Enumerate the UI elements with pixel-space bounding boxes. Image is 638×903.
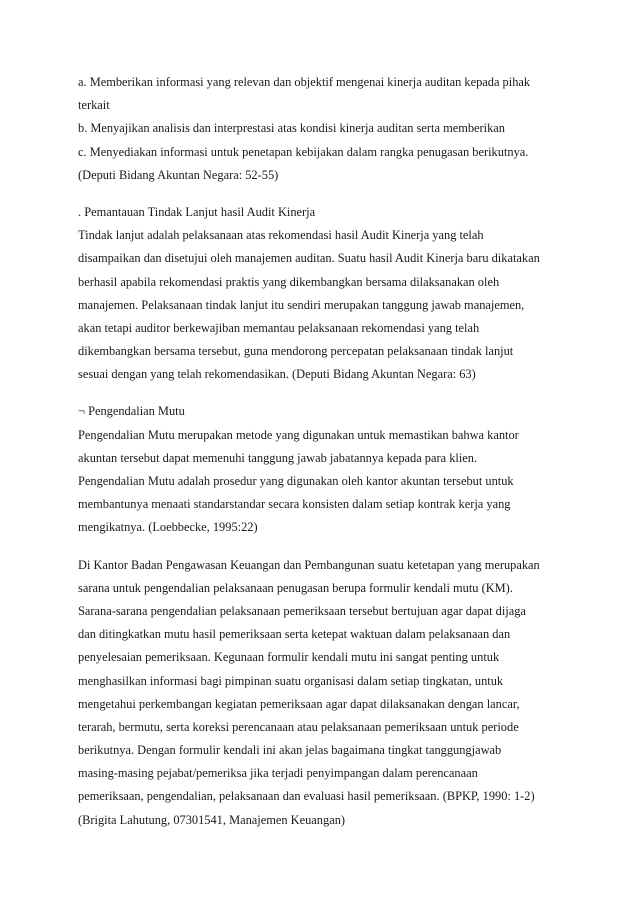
- text-line: Pengendalian Mutu adalah prosedur yang digunakan oleh kantor akuntan tersebut untuk: [78, 474, 514, 488]
- text-line: c. Menyediakan informasi untuk penetapan kebijakan dalam rangka penugasan berikutnya.: [78, 144, 529, 159]
- text-line: berhasil apabila rekomendasi praktis yang dikembangkan bersama dilaksanakan oleh: [78, 274, 500, 289]
- text-line: dan ditingkatkan mutu hasil pemeriksaan serta ketepat waktuan dalam pelaksanaan dan: [78, 627, 511, 642]
- text-line: penyelesaian pemeriksaan. Kegunaan formulir kendali mutu ini sangat penting untuk: [78, 650, 500, 665]
- text-line: b. Menyajikan analisis dan interprestasi atas kondisi kinerja auditan serta memberikan: [78, 121, 506, 136]
- text-line: terarah, bermutu, serta koreksi perencanaan atau pelaksanaan pemeriksaan untuk periode: [78, 719, 519, 734]
- text-line: disampaikan dan disetujui oleh manajemen auditan. Suatu hasil Audit Kinerja baru dikatakan: [78, 251, 540, 266]
- text-line: akan tetapi auditor berkewajiban memantau pelaksanaan rekomendasi yang telah: [78, 320, 480, 335]
- text-line: Di Kantor Badan Pengawasan Keuangan dan Pembangunan suatu ketetapan yang merupakan: [78, 557, 540, 572]
- text-line: pemeriksaan, pengendalian, pelaksanaan dan evaluasi hasil pemeriksaan. (BPKP, 1990: 1-2): [78, 789, 535, 804]
- text-line: a. Memberikan informasi yang relevan dan objektif mengenai kinerja auditan kepada pihak: [78, 75, 531, 89]
- quality-control-paragraph: [78, 400, 568, 539]
- text-line: manajemen. Pelaksanaan tindak lanjut itu sendiri merupakan tanggung jawab manajemen,: [78, 297, 525, 312]
- text-line: akuntan tersebut dapat memenuhi tanggung jawab jabatannya kepada para klien.: [78, 450, 478, 465]
- text-line: Sarana-sarana pengendalian pelaksanaan pemeriksaan tersebut bertujuan agar dapat dijaga: [78, 603, 526, 618]
- follow-up-monitoring-paragraph: [78, 201, 568, 387]
- text-line: (Deputi Bidang Akuntan Negara: 52-55): [78, 167, 279, 182]
- citation-line: (Brigita Lahutung, 07301541, Manajemen Keuangan): [78, 812, 346, 827]
- evaluation-objectives-paragraph: [78, 71, 568, 187]
- text-line: sarana untuk pengendalian pelaksanaan penugasan berupa formulir kendali mutu (KM).: [78, 580, 513, 595]
- text-line: menghasilkan informasi bagi pimpinan suatu organisasi dalam setiap tingkatan, untuk: [78, 673, 504, 688]
- text-line: mengetahui perkembangan kegiatan pemeriksaan agar dapat dilaksanakan dengan lancar,: [78, 696, 520, 711]
- document-body: [78, 71, 568, 846]
- text-line: Tindak lanjut adalah pelaksanaan atas rekomendasi hasil Audit Kinerja yang telah: [78, 228, 484, 243]
- text-line: Pengendalian Mutu merupakan metode yang digunakan untuk memastikan bahwa kantor: [78, 427, 519, 442]
- section-heading: ¬ Pengendalian Mutu: [78, 404, 185, 419]
- text-line: terkait: [78, 98, 110, 113]
- text-line: sesuai dengan yang telah rekomendasikan. (Deputi Bidang Akuntan Negara: 63): [78, 367, 476, 382]
- bpkp-quality-control-paragraph: [78, 554, 568, 832]
- text-line: mengikatnya. (Loebbecke, 1995:22): [78, 520, 258, 535]
- text-line: dikembangkan bersama tersebut, guna mendorong percepatan pelaksanaan tindak lanjut: [78, 344, 514, 359]
- text-line: masing-masing pejabat/pemeriksa jika terjadi penyimpangan dalam perencanaan: [78, 766, 478, 781]
- section-heading: . Pemantauan Tindak Lanjut hasil Audit Kinerja: [78, 204, 316, 219]
- text-line: membantunya menaati standarstandar secara konsisten dalam setiap kontrak kerja yang: [78, 497, 511, 512]
- text-line: berikutnya. Dengan formulir kendali ini akan jelas bagaimana tingkat tanggungjawab: [78, 743, 502, 758]
